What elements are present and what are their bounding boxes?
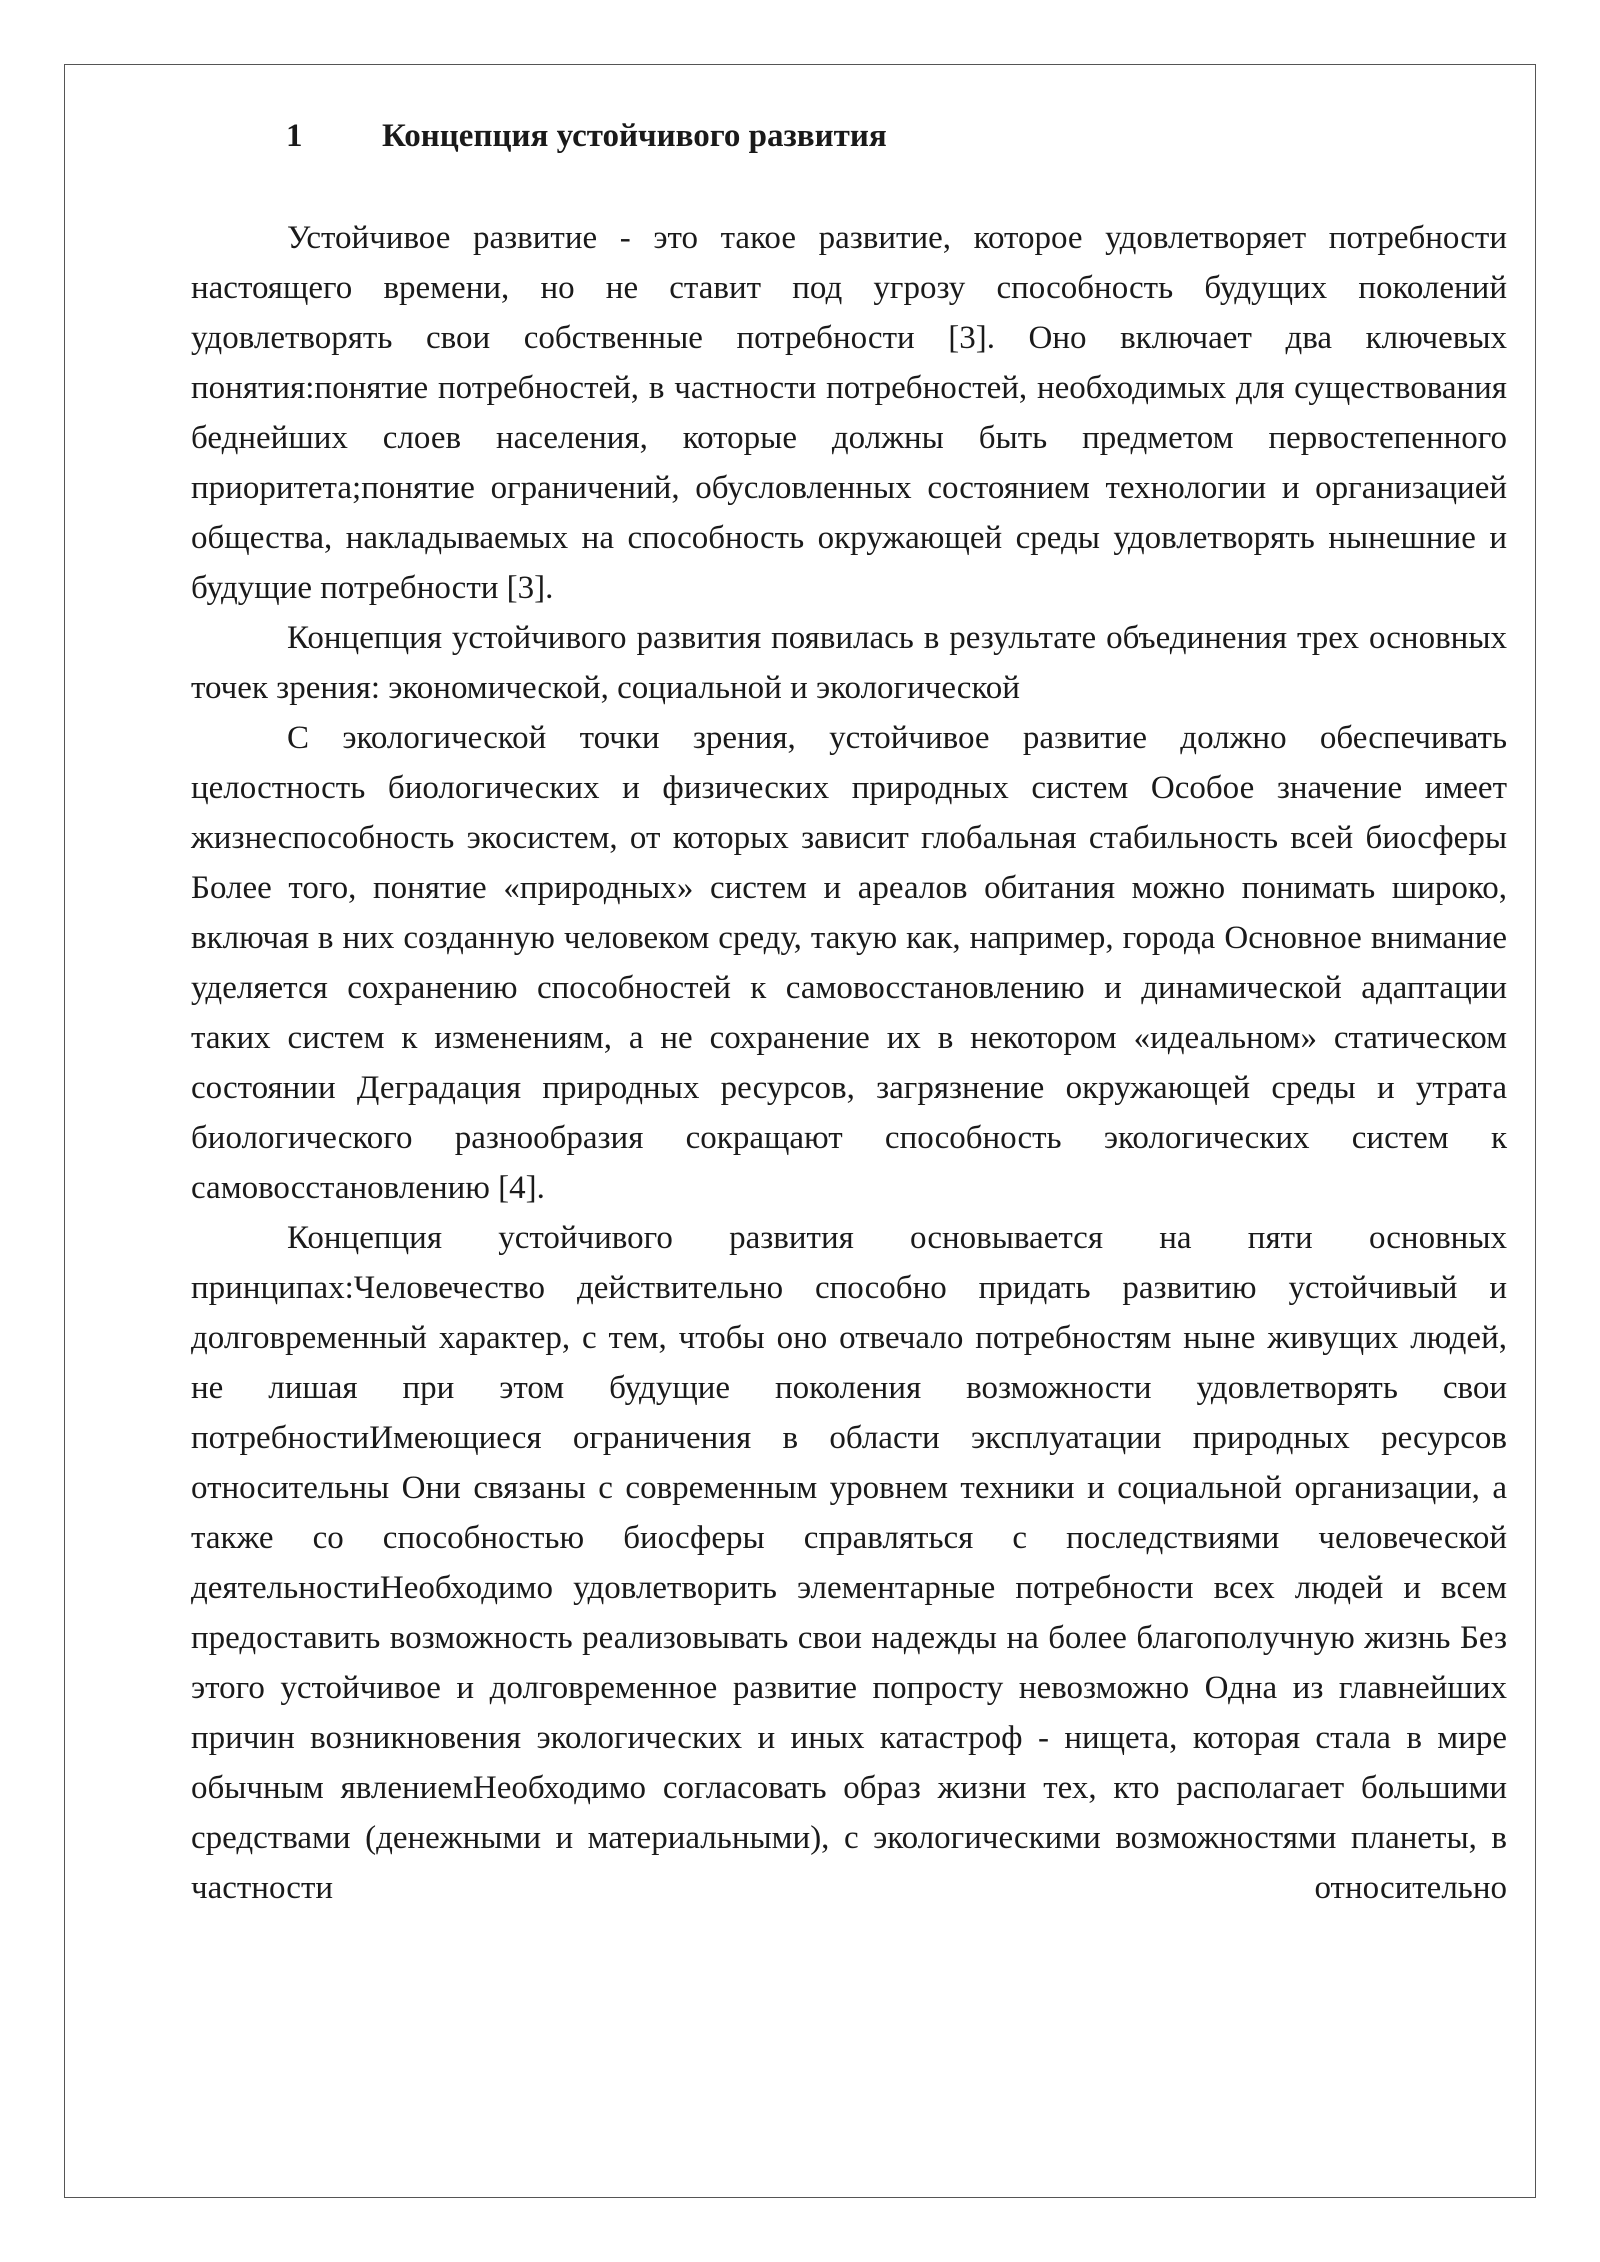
paragraph-origin: Концепция устойчивого развития появилась в результате объединения трех основных точек зрения: экономической, социальной и экологической: [191, 620, 1507, 706]
document-body: [191, 213, 1507, 1913]
paragraph-ecological-view: С экологической точки зрения, устойчивое развитие должно обеспечивать целостность биологических и физических природных систем Особое значение имеет жизнеспособность экосистем, от которых зависит глобальная стабильность всей биосферы Более того, понятие «природных» систем и ареалов обитания можно понимать широко, включая в них созданную человеком среду, такую как, например, города Основное внимание уделяется сохранению способностей к самовосстановлению и динамической адаптации таких систем к изменениям, а не сохранение их в некотором «идеальном» статическом состоянии Деградация природных ресурсов, загрязнение окружающей среды и утрата биологического разнообразия сокращают способность экологических систем к самовосстановлению [4].: [191, 720, 1507, 1206]
section-number: 1: [286, 118, 303, 154]
section-heading: [286, 116, 887, 156]
paragraph-principles: Концепция устойчивого развития основывается на пяти основных принципах:Человечество действительно способно придать развитию устойчивый и долговременный характер, с тем, чтобы оно отвечало потребностям ныне живущих людей, не лишая при этом будущие поколения возможности удовлетворять свои потребностиИмеющиеся ограничения в области эксплуатации природных ресурсов относительны Они связаны с современным уровнем техники и социальной организации, а также со способностью биосферы справляться с последствиями человеческой деятельностиНеобходимо удовлетворить элементарные потребности всех людей и всем предоставить возможность реализовывать свои надежды на более благополучную жизнь Без этого устойчивое и долговременное развитие попросту невозможно Одна из главнейших причин возникновения экологических и иных катастроф - нищета, которая стала в мире обычным явлениемНеобходимо согласовать образ жизни тех, кто располагает большими средствами (денежными и материальными), с экологическими возможностями планеты, в частности относительно: [191, 1220, 1507, 1906]
section-title: Концепция устойчивого развития: [382, 118, 887, 154]
paragraph-definition: Устойчивое развитие - это такое развитие, которое удовлетворяет потребности настоящего времени, но не ставит под угрозу способность будущих поколений удовлетворять свои собственные потребности [3]. Оно включает два ключевых понятия:понятие потребностей, в частности потребностей, необходимых для существования беднейших слоев населения, которые должны быть предметом первостепенного приоритета;понятие ограничений, обусловленных состоянием технологии и организацией общества, накладываемых на способность окружающей среды удовлетворять нынешние и будущие потребности [3].: [191, 220, 1507, 606]
